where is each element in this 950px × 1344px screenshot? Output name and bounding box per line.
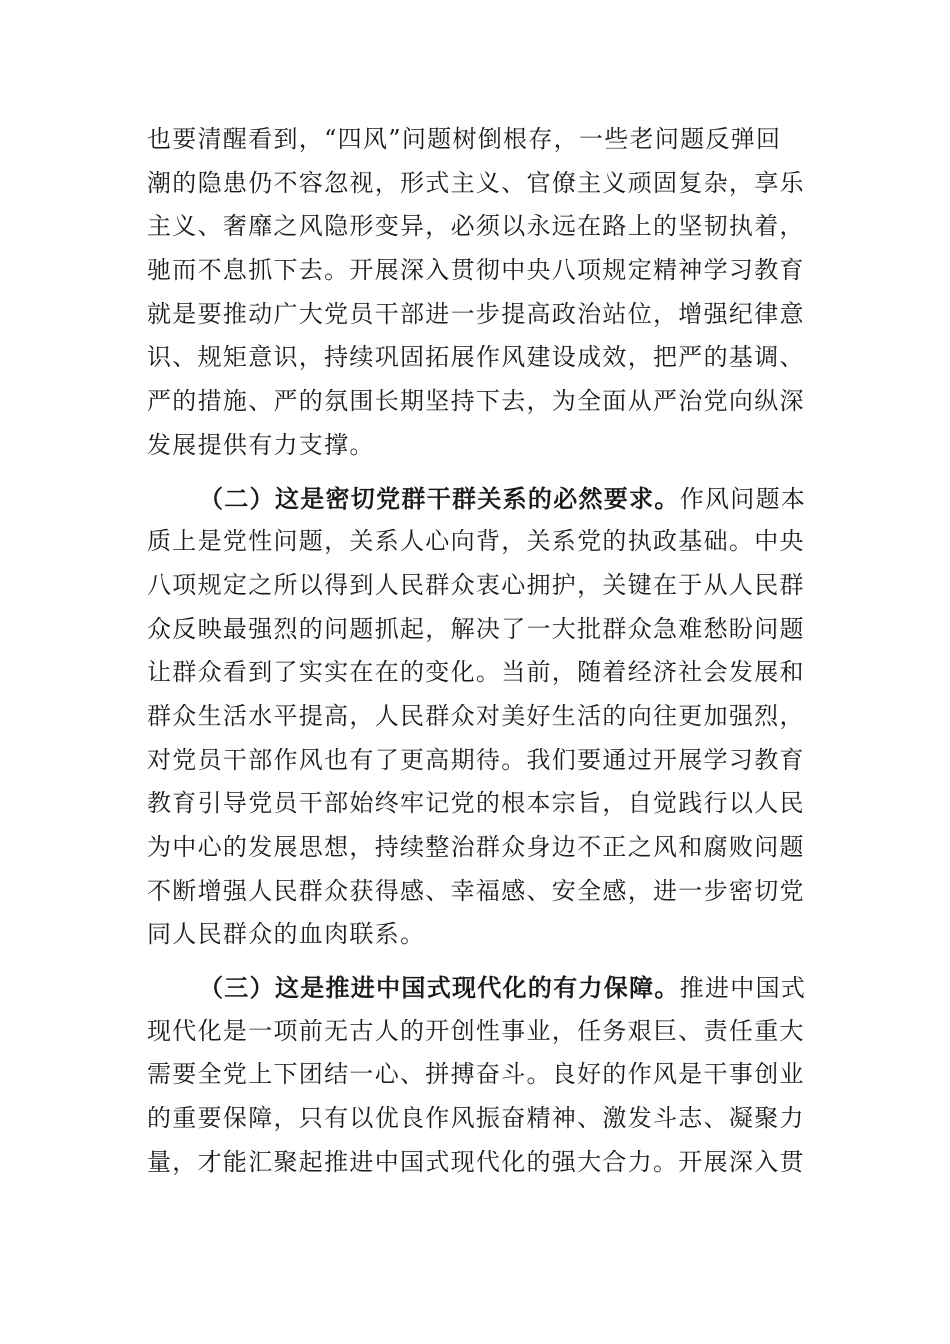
section-heading: （二）这是密切党群干群关系的必然要求。 xyxy=(199,483,680,513)
paragraph-1 xyxy=(147,118,807,468)
text-line: 群众生活水平提高，人民群众对美好生活的向往更加强烈， xyxy=(147,701,805,730)
text-line: 就是要推动广大党员干部进一步提高政治站位，增强纪律意 xyxy=(147,299,805,328)
text-line: 驰而不息抓下去。开展深入贯彻中央八项规定精神学习教育 xyxy=(147,256,805,285)
text-line: 八项规定之所以得到人民群众衷心拥护，关键在于从人民群 xyxy=(147,570,805,599)
text-line: 教育引导党员干部始终牢记党的根本宗旨，自觉践行以人民 xyxy=(147,789,805,818)
text-line: 量，才能汇聚起推进中国式现代化的强大合力。开展深入贯 xyxy=(147,1147,805,1176)
text-line: 质上是党性问题，关系人心向背，关系党的执政基础。中央 xyxy=(147,527,805,556)
text-line: 让群众看到了实实在在的变化。当前，随着经济社会发展和 xyxy=(147,658,805,687)
text-line: 需要全党上下团结一心、拼搏奋斗。良好的作风是干事创业 xyxy=(147,1060,805,1089)
text-span: 推进中国式 xyxy=(679,974,807,1003)
text-line: 潮的隐患仍不容忽视，形式主义、官僚主义顽固复杂，享乐 xyxy=(147,168,805,197)
paragraph-3 xyxy=(147,966,807,1184)
text-line: 不断增强人民群众获得感、幸福感、安全感，进一步密切党 xyxy=(147,876,805,905)
text-line: 发展提供有力支撑。 xyxy=(147,430,375,459)
text-line: 识、规矩意识，持续巩固拓展作风建设成效，把严的基调、 xyxy=(147,343,805,372)
text-line: 现代化是一项前无古人的开创性事业，任务艰巨、责任重大 xyxy=(147,1016,805,1045)
text-line: 对党员干部作风也有了更高期待。我们要通过开展学习教育 xyxy=(147,745,805,774)
text-span: 作风问题本 xyxy=(679,484,807,513)
text-line: 的重要保障，只有以优良作风振奋精神、激发斗志、凝聚力 xyxy=(147,1104,805,1133)
paragraph-2 xyxy=(147,477,807,958)
document-body xyxy=(147,118,807,1185)
text-line: 严的措施、严的氛围长期坚持下去，为全面从严治党向纵深 xyxy=(147,387,805,416)
text-line: 同人民群众的血肉联系。 xyxy=(147,920,426,949)
text-line: 为中心的发展思想，持续整治群众身边不正之风和腐败问题 xyxy=(147,833,805,861)
section-heading: （三）这是推进中国式现代化的有力保障。 xyxy=(199,973,680,1003)
text-line: 主义、奢靡之风隐形变异，必须以永远在路上的坚韧执着， xyxy=(147,212,805,241)
text-line: 众反映最强烈的问题抓起，解决了一大批群众急难愁盼问题 xyxy=(147,614,805,643)
text-line: 也要清醒看到，“四风”问题树倒根存，一些老问题反弹回 xyxy=(147,125,782,153)
paragraph-first-line xyxy=(147,477,807,521)
paragraph-first-line xyxy=(147,966,807,1010)
